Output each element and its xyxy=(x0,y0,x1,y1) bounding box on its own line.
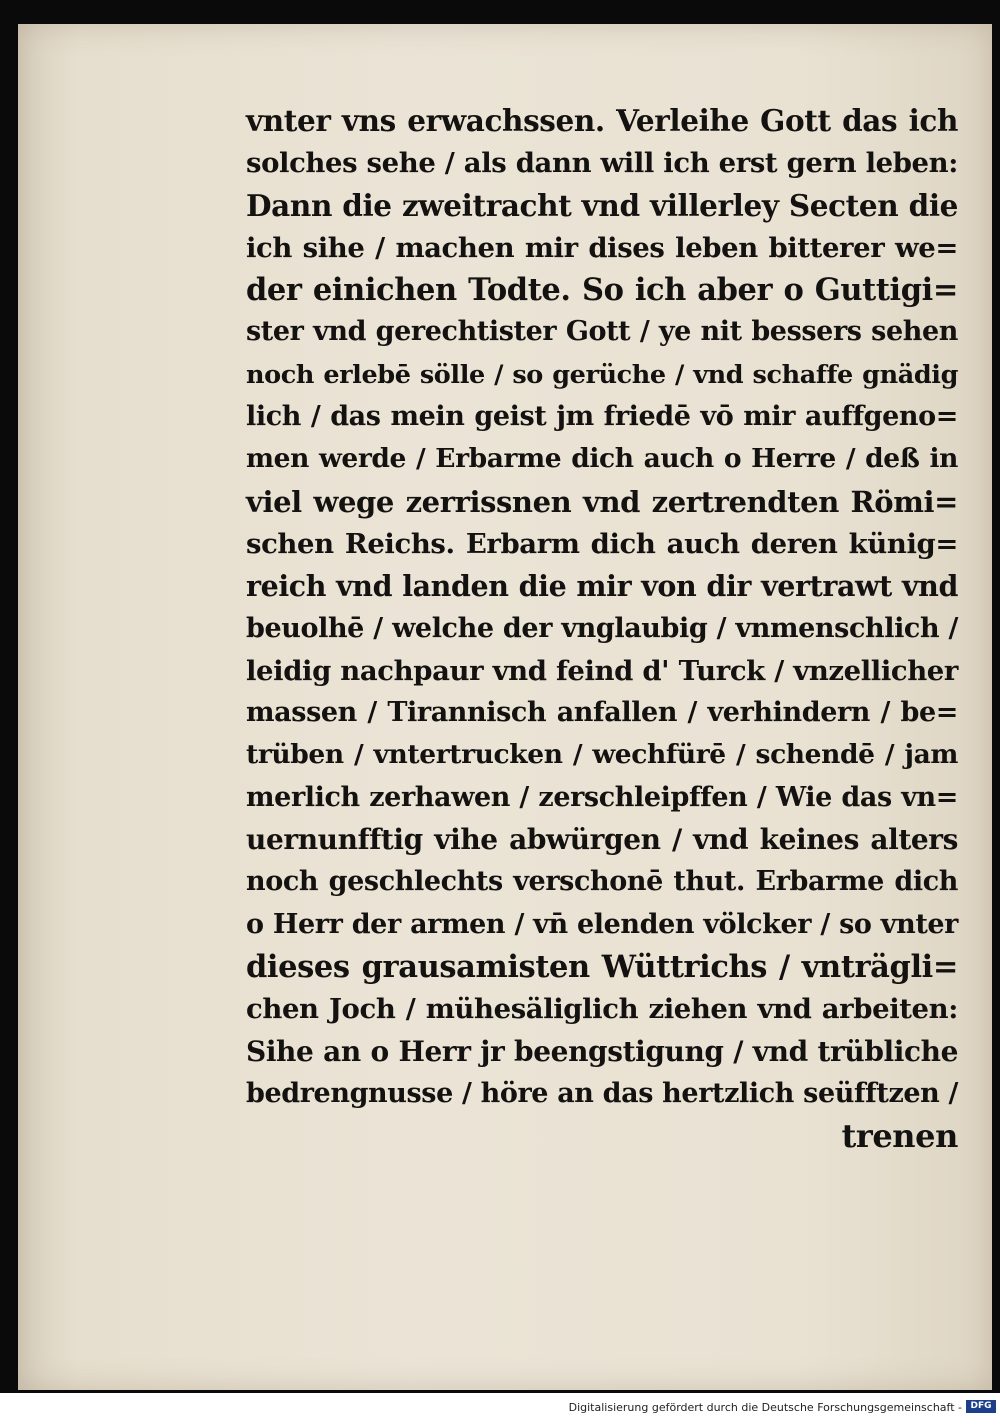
text-line: schen Reichs. Erbarm dich auch deren künig= xyxy=(246,527,958,560)
dfg-logo: DFG xyxy=(966,1400,996,1413)
text-line: reich vnd landen die mir von dir vertrawt vnd xyxy=(246,569,958,604)
text-line: trüben / vntertrucken / wechfürē / schendē / jam xyxy=(246,739,958,771)
text-line: chen Joch / mühesäliglich ziehen vnd arbeiten: xyxy=(246,993,958,1026)
funding-credit: Digitalisierung gefördert durch die Deutsche Forschungsgemeinschaft - xyxy=(568,1401,962,1414)
book-page xyxy=(18,24,992,1390)
catchword: trenen xyxy=(841,1117,958,1156)
text-line: viel wege zerrissnen vnd zertrendten Römi= xyxy=(246,484,958,519)
text-line: massen / Tirannisch anfallen / verhindern / be= xyxy=(246,697,958,729)
body-text xyxy=(246,100,958,1157)
text-line: noch geschlechts verschonē thut. Erbarme dich xyxy=(246,866,958,898)
text-line: merlich zerhawen / zerschleipffen / Wie das vn= xyxy=(246,781,958,813)
text-line: lich / das mein geist jm friedē vō mir auffgeno= xyxy=(246,401,958,433)
text-line: vnter vns erwachssen. Verleihe Gott das ich xyxy=(246,103,958,138)
text-line: ster vnd gerechtister Gott / ye nit bessers sehen xyxy=(246,316,958,348)
text-line: leidig nachpaur vnd feind d' Turck / vnzellicher xyxy=(246,654,958,687)
text-line: Sihe an o Herr jr beengstigung / vnd trübliche xyxy=(246,1034,958,1068)
text-line: beuolhē / welche der vnglaubig / vnmenschlich / xyxy=(246,612,958,644)
text-line: noch erlebē sölle / so gerüche / vnd schaffe gnädig xyxy=(246,359,958,390)
footer-bar xyxy=(0,1393,1000,1425)
text-line: solches sehe / als dann will ich erst gern leben: xyxy=(246,147,958,180)
text-line: dieses grausamisten Wüttrichs / vnträgli= xyxy=(246,948,958,985)
text-line: bedrengnusse / höre an das hertzlich seüfftzen / xyxy=(246,1077,958,1109)
text-line: Dann die zweitracht vnd villerley Secten die xyxy=(246,187,958,223)
text-line: ich sihe / machen mir dises leben bitterer we= xyxy=(246,231,958,264)
text-line: men werde / Erbarme dich auch o Herre / deß in xyxy=(246,443,958,475)
text-line: der einichen Todte. So ich aber o Guttigi= xyxy=(246,272,958,309)
text-line: uernunfftig vihe abwürgen / vnd keines alters xyxy=(246,823,958,857)
text-line: o Herr der armen / vn̄ elenden völcker / so vnter xyxy=(246,908,958,940)
